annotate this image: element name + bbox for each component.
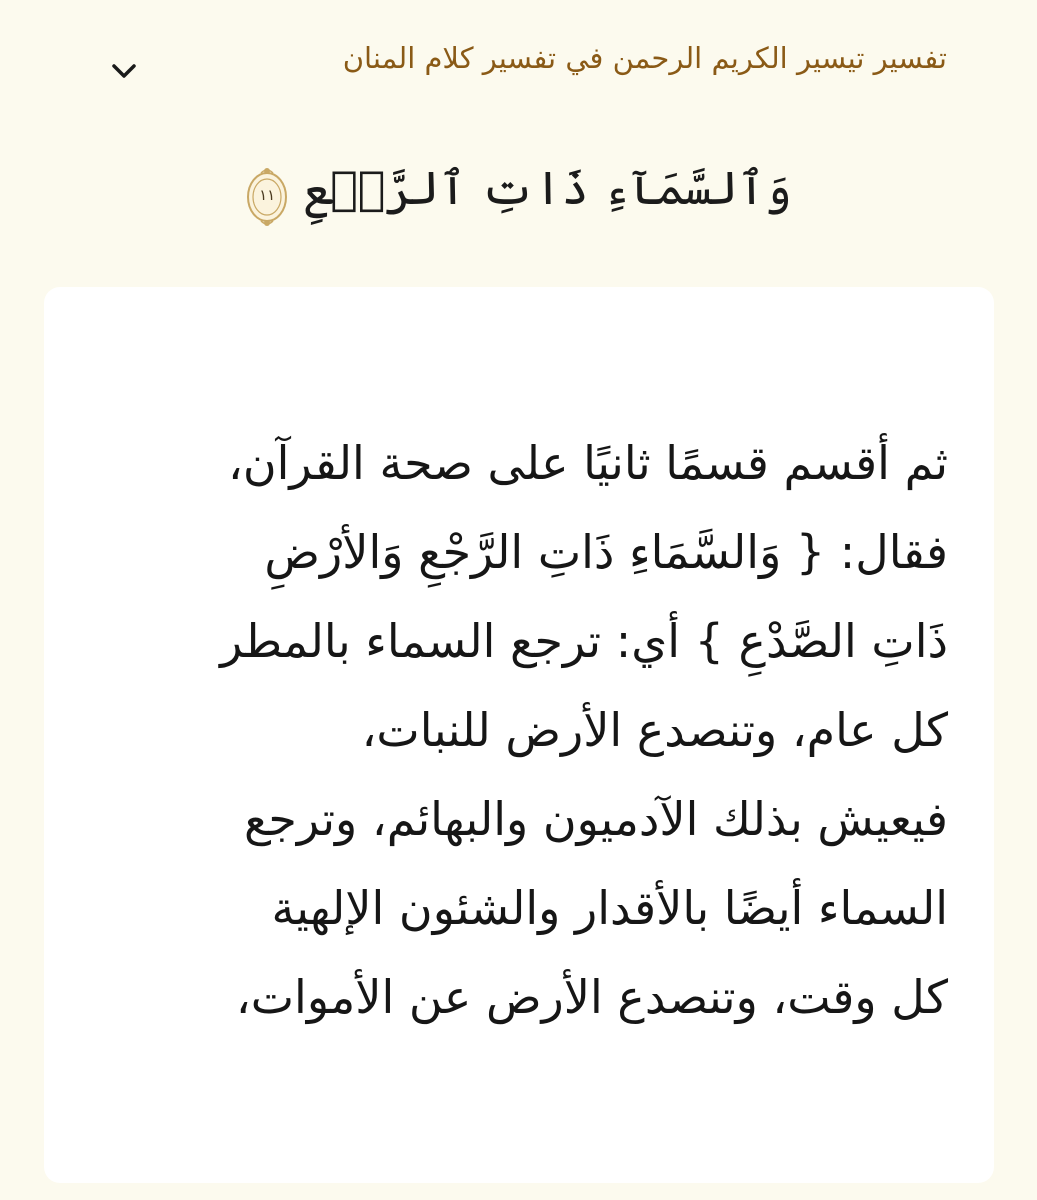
chevron-down-icon[interactable]	[104, 52, 144, 92]
verse-display	[0, 148, 1037, 231]
tafsir-line: السماء أيضًا بالأقدار والشئون الإلهية	[271, 881, 948, 935]
tafsir-text	[90, 419, 948, 1042]
ayah-number: ١١	[259, 186, 276, 204]
verse-text: وَٱلسَّمَآءِ ذَاتِ ٱلرَّجۡعِ	[303, 161, 792, 215]
tafsir-line: ذَاتِ الصَّدْعِ } أي: ترجع السماء بالمطر	[220, 614, 948, 668]
ayah-number-marker	[245, 167, 289, 227]
tafsir-line: كل عام، وتنصدع الأرض للنبات،	[361, 703, 948, 757]
tafsir-line: ثم أقسم قسمًا ثانيًا على صحة القرآن،	[227, 436, 948, 490]
tafsir-line: كل وقت، وتنصدع الأرض عن الأموات،	[235, 970, 948, 1024]
tafsir-line: فقال: { وَالسَّمَاءِ ذَاتِ الرَّجْعِ وَالأرْضِ	[264, 525, 948, 579]
tafsir-card	[44, 287, 994, 1183]
tafsir-line: فيعيش بذلك الآدميون والبهائم، وترجع	[243, 792, 948, 846]
tafsir-selector[interactable]: تفسير تيسير الكريم الرحمن في تفسير كلام المنان	[342, 41, 947, 75]
app-header	[0, 30, 1037, 90]
